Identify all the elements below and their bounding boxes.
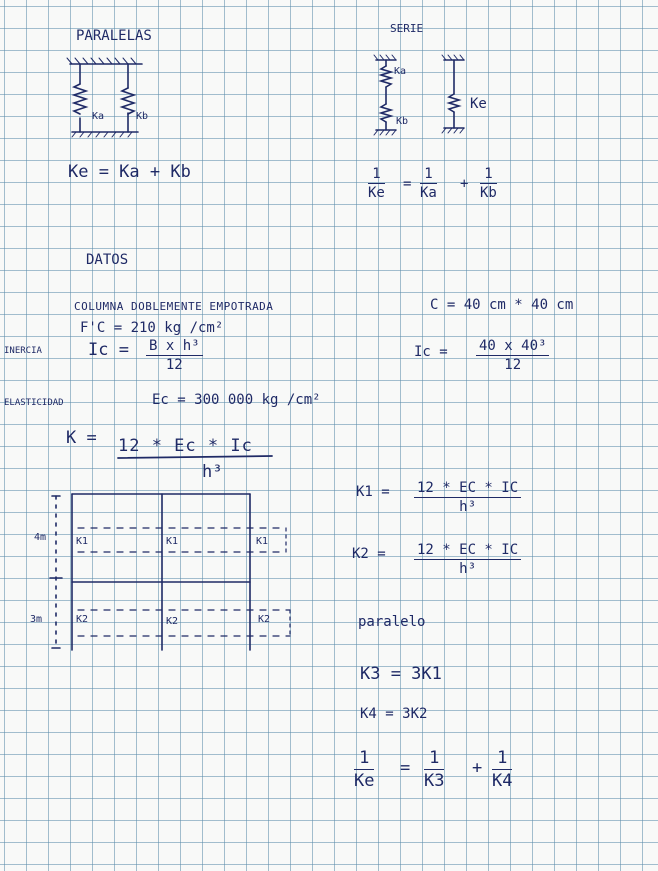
label-kb: Kb <box>136 111 149 122</box>
k1-lhs: K1 = <box>356 484 390 500</box>
k2-fraction: $\frac{12 * EC * IC}{\text{h³}}$ <box>414 542 521 577</box>
ic2-fraction: $\frac{\text{40 x 40³}}{12}$ <box>476 338 549 373</box>
parallel-title: PARALELAS <box>76 28 152 44</box>
final-equals: = <box>400 758 411 778</box>
series-plus: + <box>460 176 469 192</box>
k2-right: K2 <box>258 614 271 625</box>
final-b-fraction: $\frac{1}{K4}$ <box>492 748 513 791</box>
series-b-fraction: $\frac{1}{Kb}$ <box>480 166 497 201</box>
final-lhs-fraction: $\frac{1}{Ke}$ <box>354 748 375 791</box>
final-plus: + <box>472 758 483 778</box>
series-lhs-fraction: $\frac{1}{Ke}$ <box>368 166 385 201</box>
datos-title: DATOS <box>86 252 129 268</box>
k1-mid: K1 <box>166 536 179 547</box>
ic-lhs: Ic = <box>88 340 129 360</box>
k2-lhs: K2 = <box>352 546 386 562</box>
height-4m: 4m <box>34 532 47 543</box>
spring-kb <box>122 88 134 114</box>
k-numerator: 12 * Ec * Ic <box>118 436 253 456</box>
label-ka: Ka <box>92 111 105 122</box>
k1-left: K1 <box>76 536 89 547</box>
spring-ka <box>74 84 86 114</box>
series-a-fraction: $\frac{1}{Ka}$ <box>420 166 437 201</box>
paralelo-title: paralelo <box>358 614 426 630</box>
height-3m: 3m <box>30 614 43 625</box>
elasticidad-label: ELASTICIDAD <box>4 398 64 408</box>
ic-fraction: $\frac{\text{B x h³}}{12}$ <box>146 338 203 373</box>
spring-series-kb <box>381 104 391 122</box>
k-lhs: K = <box>66 428 97 448</box>
k1-fraction: $\frac{12 * EC * IC}{\text{h³}}$ <box>414 480 521 515</box>
label-series-ka: Ka <box>394 66 407 77</box>
spring-ke <box>449 94 459 112</box>
ec-value: Ec = 300 000 kg /cm² <box>152 392 321 408</box>
ic2-lhs: Ic = <box>414 344 448 360</box>
inercia-label: INERCIA <box>4 346 42 356</box>
label-series-kb: Kb <box>396 116 409 127</box>
k-denominator: h³ <box>202 462 223 482</box>
section-size: C = 40 cm * 40 cm <box>430 297 574 313</box>
series-equals: = <box>403 176 412 192</box>
k1-right: K1 <box>256 536 269 547</box>
final-a-fraction: $\frac{1}{K3}$ <box>424 748 445 791</box>
k4-formula: K4 = 3K2 <box>360 706 428 722</box>
k2-mid: K2 <box>166 616 179 627</box>
spring-series-ka <box>381 66 391 87</box>
k3-formula: K3 = 3K1 <box>360 664 442 684</box>
parallel-formula: Ke = Ka + Kb <box>68 162 191 182</box>
k2-left: K2 <box>76 614 89 625</box>
series-title: SERIE <box>390 22 424 35</box>
fc-value: F'C = 210 kg /cm² <box>80 320 224 336</box>
label-ke: Ke <box>470 96 487 112</box>
columna-description: COLUMNA DOBLEMENTE EMPOTRADA <box>74 300 274 313</box>
